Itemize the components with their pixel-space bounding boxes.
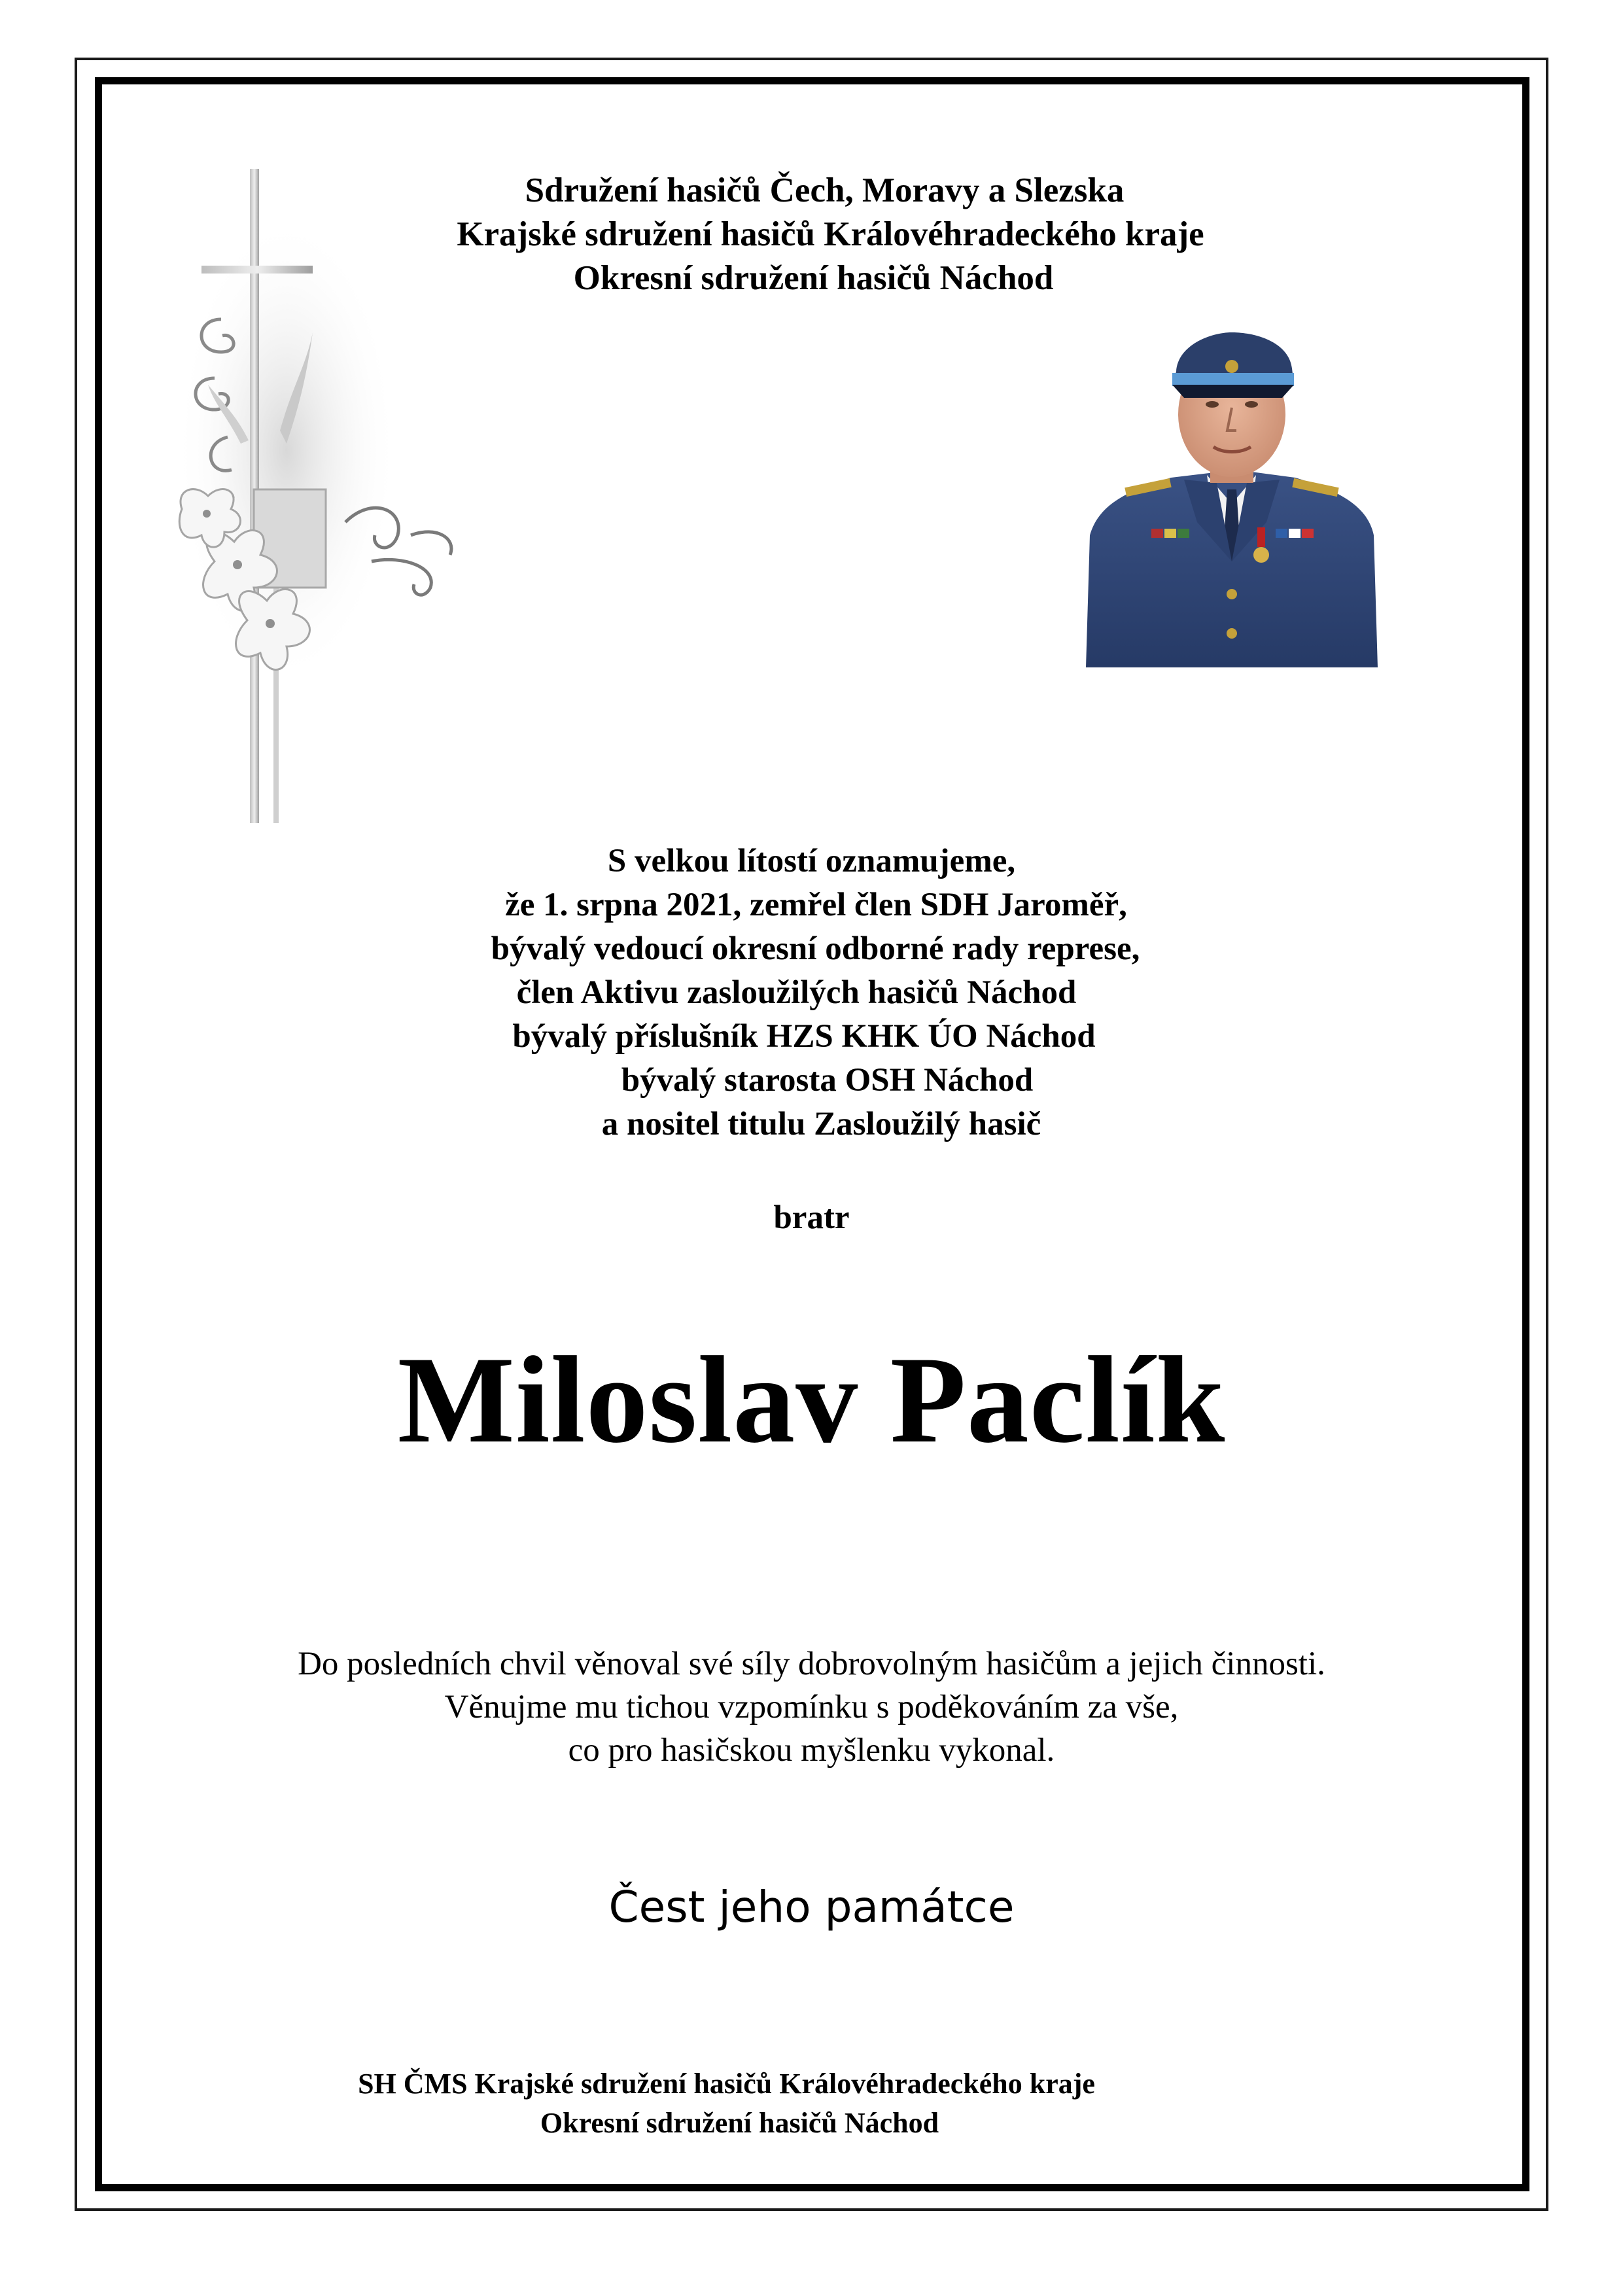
footer [0, 2064, 1538, 2143]
announcement-line: člen Aktivu zasloužilých hasičů Náchod [516, 974, 1077, 1011]
footer-line-district: Okresní sdružení hasičů Náchod [540, 2107, 939, 2139]
header-line-regional: Krajské sdružení hasičů Královéhradeckého kraje [457, 215, 1204, 253]
footer-line-regional: SH ČMS Krajské sdružení hasičů Královéhradeckého kraje [358, 2068, 1095, 2100]
firefighter-portrait [1086, 332, 1378, 667]
dedication [0, 1642, 1623, 1772]
announcement [0, 839, 1623, 1146]
dedication-line: Věnujme mu tichou vzpomínku s poděkováním za vše, [444, 1689, 1179, 1725]
announcement-line: bývalý starosta OSH Náchod [621, 1062, 1034, 1099]
announcement-line: že 1. srpna 2021, zemřel člen SDH Jaroměř, [505, 887, 1127, 923]
header [0, 169, 1623, 300]
header-line-district: Okresní sdružení hasičů Náchod [573, 259, 1054, 297]
title-word: bratr [773, 1199, 850, 1236]
honor-line: Čest jeho památce [608, 1882, 1015, 1932]
announcement-line: bývalý příslušník HZS KHK ÚO Náchod [512, 1018, 1096, 1055]
dedication-line: Do posledních chvil věnoval své síly dobrovolným hasičům a jejich činnosti. [298, 1646, 1325, 1682]
announcement-line: bývalý vedoucí okresní odborné rady represe, [491, 930, 1140, 967]
deceased-name: Miloslav Paclík [397, 1332, 1226, 1469]
announcement-line: S velkou lítostí oznamujeme, [607, 843, 1016, 879]
announcement-line: a nositel titulu Zasloužilý hasič [601, 1106, 1041, 1142]
header-line-association: Sdružení hasičů Čech, Moravy a Slezska [525, 171, 1125, 209]
dedication-line: co pro hasičskou myšlenku vykonal. [568, 1732, 1055, 1769]
